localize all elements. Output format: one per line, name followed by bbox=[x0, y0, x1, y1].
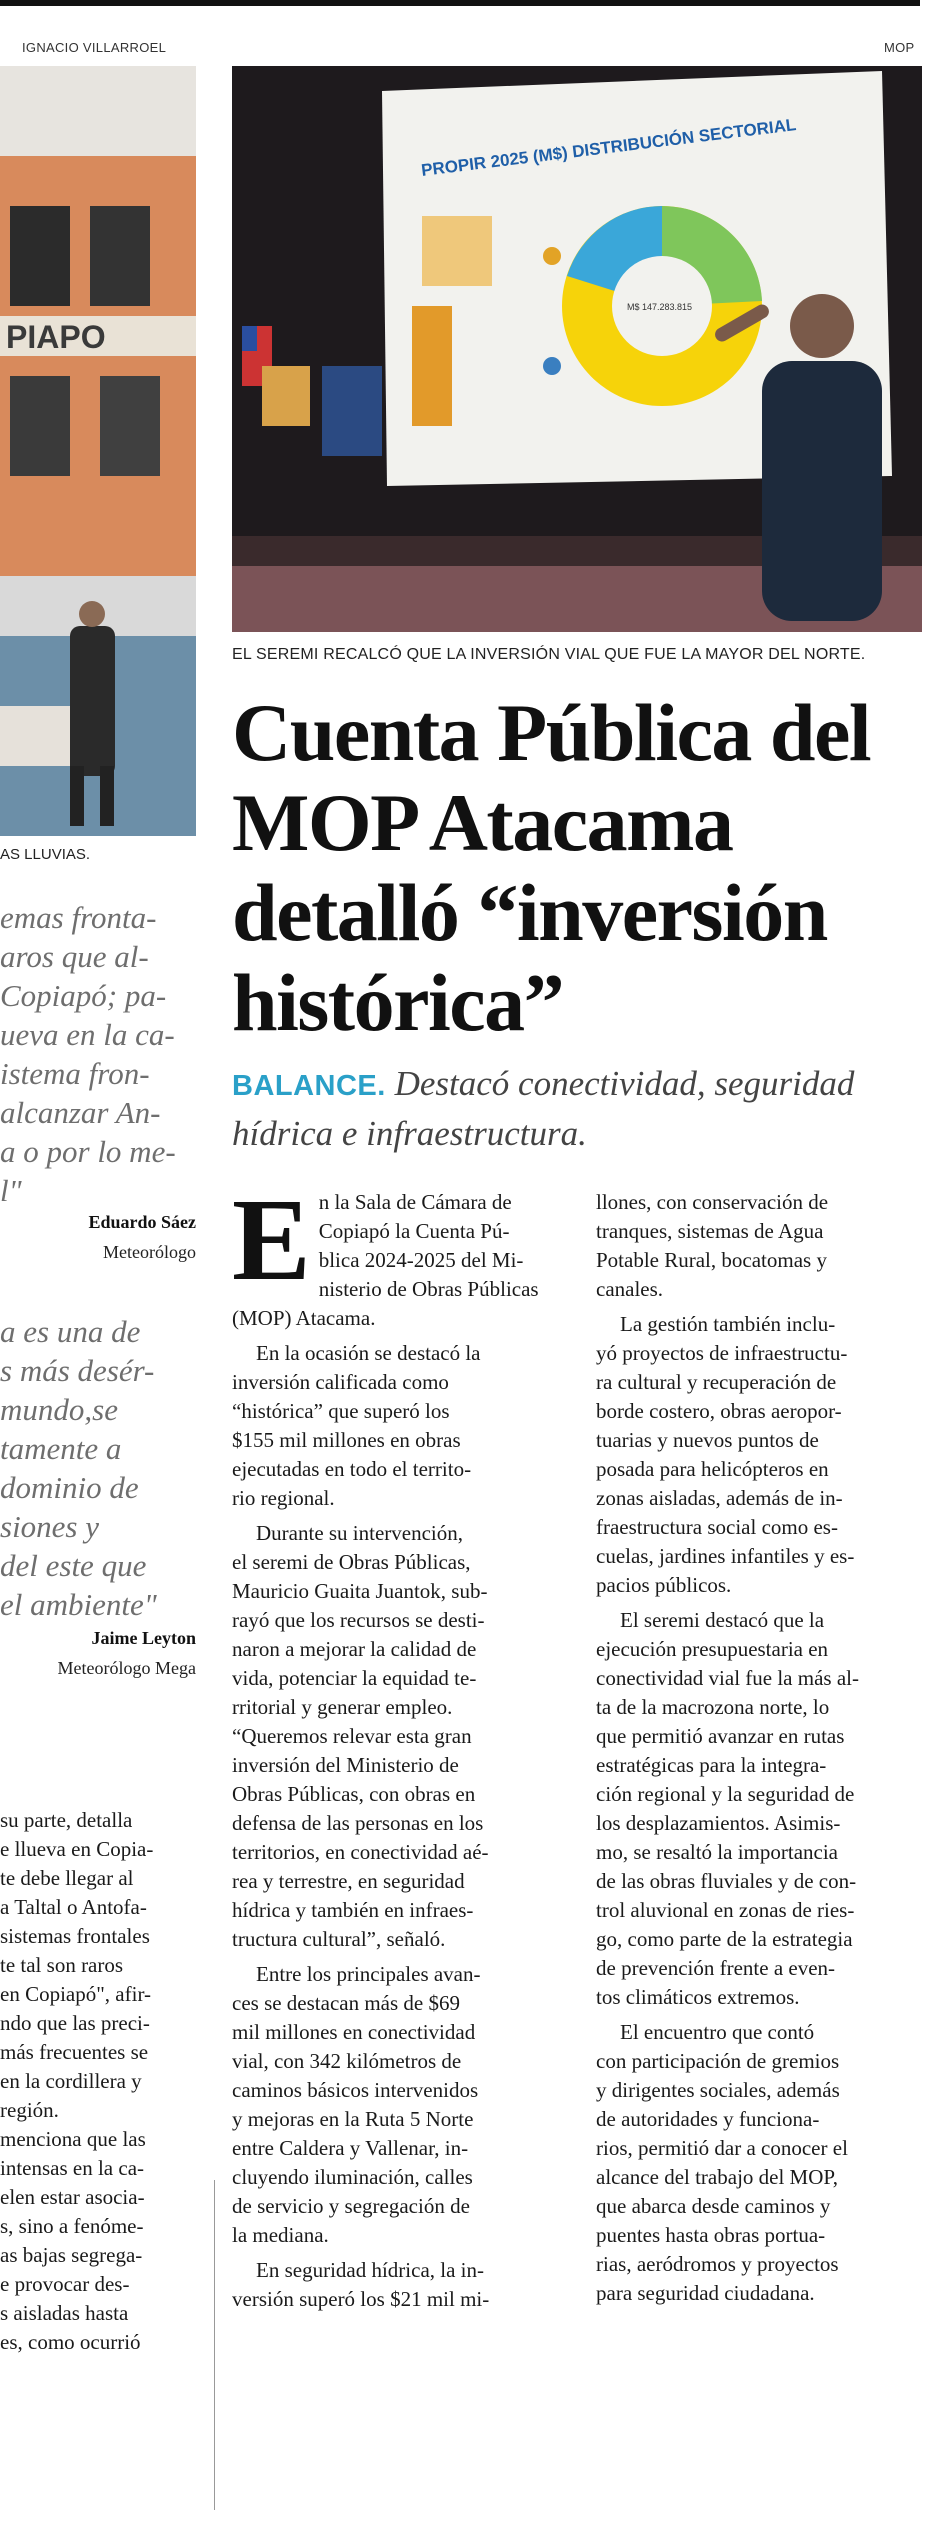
body-line: El encuentro que contó bbox=[620, 2020, 815, 2044]
presentation-photo bbox=[232, 66, 922, 632]
body-line: En la ocasión se destacó la bbox=[256, 1341, 481, 1365]
body-line: más frecuentes se bbox=[0, 2040, 149, 2064]
body-line: canales. bbox=[596, 1277, 664, 1301]
paragraph bbox=[596, 1606, 932, 2012]
body-line: puentes hasta obras portua- bbox=[596, 2223, 826, 2247]
body-line: pacios públicos. bbox=[596, 1573, 732, 1597]
article-column-2 bbox=[596, 1188, 932, 2314]
paragraph bbox=[232, 2256, 562, 2314]
body-line: menciona que las bbox=[0, 2127, 146, 2151]
body-line: región. bbox=[0, 2098, 59, 2122]
body-line: que abarca desde caminos y bbox=[596, 2194, 831, 2218]
body-line: s aisladas hasta bbox=[0, 2301, 129, 2325]
body-line: rayó que los recursos se desti- bbox=[232, 1608, 485, 1632]
body-line: posada para helicópteros en bbox=[596, 1457, 829, 1481]
body-line: ejecutadas en todo el territo- bbox=[232, 1457, 472, 1481]
body-line: con participación de gremios bbox=[596, 2049, 840, 2073]
pull-quote-line: siones y bbox=[0, 1509, 100, 1544]
deck-text: Destacó conectividad, seguridad hídrica e infraestructura. bbox=[232, 1064, 855, 1153]
body-line: ces se destacan más de $69 bbox=[232, 1991, 460, 2015]
paragraph bbox=[596, 2018, 932, 2308]
body-line: ndo que las preci- bbox=[0, 2011, 150, 2035]
body-line: y dirigentes sociales, además bbox=[596, 2078, 840, 2102]
pull-quote-line: tamente a bbox=[0, 1431, 122, 1466]
pull-quote-line: mundo,se bbox=[0, 1392, 118, 1427]
pull-quote-2 bbox=[0, 1312, 198, 1624]
left-photo-caption: AS LLUVIAS. bbox=[0, 846, 91, 863]
body-line: de autoridades y funciona- bbox=[596, 2107, 820, 2131]
paragraph bbox=[232, 1519, 562, 1954]
body-line: El seremi destacó que la bbox=[620, 1608, 825, 1632]
quote-author-1: Eduardo Sáez bbox=[88, 1212, 196, 1232]
body-line: go, como parte de la estrategia bbox=[596, 1927, 853, 1951]
body-line: los desplazamientos. Asimis- bbox=[596, 1811, 841, 1835]
headline bbox=[232, 688, 932, 1048]
body-line: rritorial y generar empleo. bbox=[232, 1695, 453, 1719]
quote-author-2: Jaime Leyton bbox=[91, 1628, 196, 1648]
pull-quote-line: a es una de bbox=[0, 1314, 141, 1349]
body-line: alcance del trabajo del MOP, bbox=[596, 2165, 838, 2189]
street-scene-image bbox=[0, 66, 196, 836]
body-line: de las obras fluviales y de con- bbox=[596, 1869, 857, 1893]
deck bbox=[232, 1060, 932, 1158]
body-line: intensas en la ca- bbox=[0, 2156, 145, 2180]
main-photo bbox=[232, 66, 922, 632]
body-line: (MOP) Atacama. bbox=[232, 1306, 376, 1330]
body-line: rea y terrestre, en seguridad bbox=[232, 1869, 465, 1893]
body-line: sistemas frontales bbox=[0, 1924, 150, 1948]
body-line: tuarias y nuevos puntos de bbox=[596, 1428, 819, 1452]
body-line: La gestión también inclu- bbox=[620, 1312, 836, 1336]
body-line: y mejoras en la Ruta 5 Norte bbox=[232, 2107, 474, 2131]
body-line: Obras Públicas, con obras en bbox=[232, 1782, 476, 1806]
body-line: es, como ocurrió bbox=[0, 2330, 141, 2354]
body-line: Durante su intervención, bbox=[256, 1521, 464, 1545]
body-line: en Copiapó", afir- bbox=[0, 1982, 152, 2006]
pull-quote-line: aros que al- bbox=[0, 939, 149, 974]
body-line: nisterio de Obras Públicas bbox=[318, 1277, 539, 1301]
paragraph bbox=[232, 1174, 562, 1333]
body-line: Mauricio Guaita Juantok, sub- bbox=[232, 1579, 488, 1603]
body-line: hídrica y también en infraes- bbox=[232, 1898, 474, 1922]
body-line: “histórica” que superó los bbox=[232, 1399, 450, 1423]
pull-quote-line: el ambiente" bbox=[0, 1587, 157, 1622]
body-line: ejecución presupuestaria en bbox=[596, 1637, 829, 1661]
body-line: mo, se resaltó la importancia bbox=[596, 1840, 839, 1864]
body-line: inversión calificada como bbox=[232, 1370, 449, 1394]
body-line: versión superó los $21 mil mi- bbox=[232, 2287, 490, 2311]
body-line: te debe llegar al bbox=[0, 1866, 134, 1890]
headline-line: detalló “inversión bbox=[232, 867, 827, 958]
photo-caption: EL SEREMI RECALCÓ QUE LA INVERSIÓN VIAL QUE FUE LA MAYOR DEL NORTE. bbox=[232, 646, 866, 663]
body-line: entre Caldera y Vallenar, in- bbox=[232, 2136, 469, 2160]
body-line: de servicio y segregación de bbox=[232, 2194, 470, 2218]
body-line: yó proyectos de infraestructu- bbox=[596, 1341, 848, 1365]
body-line: el seremi de Obras Públicas, bbox=[232, 1550, 471, 1574]
body-line: fraestructura social como es- bbox=[596, 1515, 838, 1539]
paragraph bbox=[232, 1339, 562, 1513]
body-line: borde costero, obras aeropor- bbox=[596, 1399, 842, 1423]
body-line: te tal son raros bbox=[0, 1953, 124, 1977]
body-line: e llueva en Copia- bbox=[0, 1837, 154, 1861]
pull-quote-line: alcanzar An- bbox=[0, 1095, 161, 1130]
body-line: que permitió avanzar en rutas bbox=[596, 1724, 845, 1748]
body-line: tructura cultural”, señaló. bbox=[232, 1927, 446, 1951]
pull-quote-line: a o por lo me- bbox=[0, 1134, 176, 1169]
body-line: de prevención frente a even- bbox=[596, 1956, 836, 1980]
body-line: cluyendo iluminación, calles bbox=[232, 2165, 473, 2189]
body-line: ción regional y la seguridad de bbox=[596, 1782, 855, 1806]
top-rule bbox=[0, 0, 920, 6]
photo-credit-right: MOP bbox=[884, 40, 915, 55]
photo-credit-left: IGNACIO VILLARROEL bbox=[22, 40, 167, 55]
pull-quote-line: Copiapó; pa- bbox=[0, 978, 167, 1013]
body-line: su parte, detalla bbox=[0, 1808, 133, 1832]
body-line: En seguridad hídrica, la in- bbox=[256, 2258, 485, 2282]
body-line: ta de la macrozona norte, lo bbox=[596, 1695, 830, 1719]
pull-quote-1 bbox=[0, 898, 198, 1210]
pull-quote-line: s más desér- bbox=[0, 1353, 155, 1388]
body-line: ra cultural y recuperación de bbox=[596, 1370, 837, 1394]
body-line: rio regional. bbox=[232, 1486, 335, 1510]
body-line: mil millones en conectividad bbox=[232, 2020, 476, 2044]
left-article-body bbox=[0, 1806, 198, 2357]
headline-line: histórica” bbox=[232, 957, 564, 1048]
pull-quote-line: ueva en la ca- bbox=[0, 1017, 175, 1052]
body-line: la mediana. bbox=[232, 2223, 329, 2247]
pull-quote-line: l" bbox=[0, 1173, 22, 1208]
body-line: blica 2024-2025 del Mi- bbox=[318, 1248, 524, 1272]
body-line: para seguridad ciudadana. bbox=[596, 2281, 815, 2305]
body-line: Entre los principales avan- bbox=[256, 1962, 481, 1986]
body-line: rias, aeródromos y proyectos bbox=[596, 2252, 839, 2276]
body-line: vida, potenciar la equidad te- bbox=[232, 1666, 477, 1690]
body-line: conectividad vial fue la más al- bbox=[596, 1666, 859, 1690]
body-line: estratégicas para la integra- bbox=[596, 1753, 827, 1777]
body-line: caminos básicos intervenidos bbox=[232, 2078, 479, 2102]
body-line: vial, con 342 kilómetros de bbox=[232, 2049, 462, 2073]
body-line: n la Sala de Cámara de bbox=[318, 1190, 512, 1214]
headline-line: Cuenta Pública del bbox=[232, 687, 871, 778]
building-sign-text: PIAPO bbox=[6, 319, 106, 355]
body-line: $155 mil millones en obras bbox=[232, 1428, 461, 1452]
pull-quote-line: istema fron- bbox=[0, 1056, 150, 1091]
column-divider bbox=[214, 2180, 215, 2510]
body-line: territorios, en conectividad aé- bbox=[232, 1840, 489, 1864]
quote-author-role-2: Meteorólogo Mega bbox=[57, 1658, 196, 1678]
body-line: cuelas, jardines infantiles y es- bbox=[596, 1544, 855, 1568]
body-line: llones, con conservación de bbox=[596, 1190, 829, 1214]
body-line: as bajas segrega- bbox=[0, 2243, 143, 2267]
body-line: defensa de las personas en los bbox=[232, 1811, 484, 1835]
body-line: Potable Rural, bocatomas y bbox=[596, 1248, 827, 1272]
headline-line: MOP Atacama bbox=[232, 777, 733, 868]
body-line: inversión del Ministerio de bbox=[232, 1753, 459, 1777]
drop-cap: E bbox=[232, 1174, 311, 1305]
deck-kicker: BALANCE. bbox=[232, 1070, 386, 1102]
left-photo bbox=[0, 66, 196, 836]
body-line: tos climáticos extremos. bbox=[596, 1985, 800, 2009]
body-line: en la cordillera y bbox=[0, 2069, 142, 2093]
slide-title: PROPIR 2025 (M$) DISTRIBUCIÓN SECTORIAL bbox=[420, 115, 798, 180]
body-line: “Queremos relevar esta gran bbox=[232, 1724, 472, 1748]
body-line: elen estar asocia- bbox=[0, 2185, 145, 2209]
paragraph bbox=[596, 1188, 932, 1304]
paragraph bbox=[232, 1960, 562, 2250]
pull-quote-line: emas fronta- bbox=[0, 900, 157, 935]
body-line: zonas aisladas, además de in- bbox=[596, 1486, 843, 1510]
quote-author-role-1: Meteorólogo bbox=[103, 1242, 196, 1262]
body-line: e provocar des- bbox=[0, 2272, 130, 2296]
slide-total: M$ 147.283.815 bbox=[627, 302, 693, 312]
body-line: a Taltal o Antofa- bbox=[0, 1895, 147, 1919]
body-line: tranques, sistemas de Agua bbox=[596, 1219, 824, 1243]
body-line: naron a mejorar la calidad de bbox=[232, 1637, 477, 1661]
body-line: rios, permitió dar a conocer el bbox=[596, 2136, 848, 2160]
body-line: s, sino a fenóme- bbox=[0, 2214, 144, 2238]
body-line: Copiapó la Cuenta Pú- bbox=[318, 1219, 510, 1243]
paragraph bbox=[596, 1310, 932, 1600]
pull-quote-line: dominio de bbox=[0, 1470, 139, 1505]
body-line: trol aluvional en zonas de ries- bbox=[596, 1898, 855, 1922]
pull-quote-line: del este que bbox=[0, 1548, 147, 1583]
article-column-1 bbox=[232, 1174, 562, 2320]
